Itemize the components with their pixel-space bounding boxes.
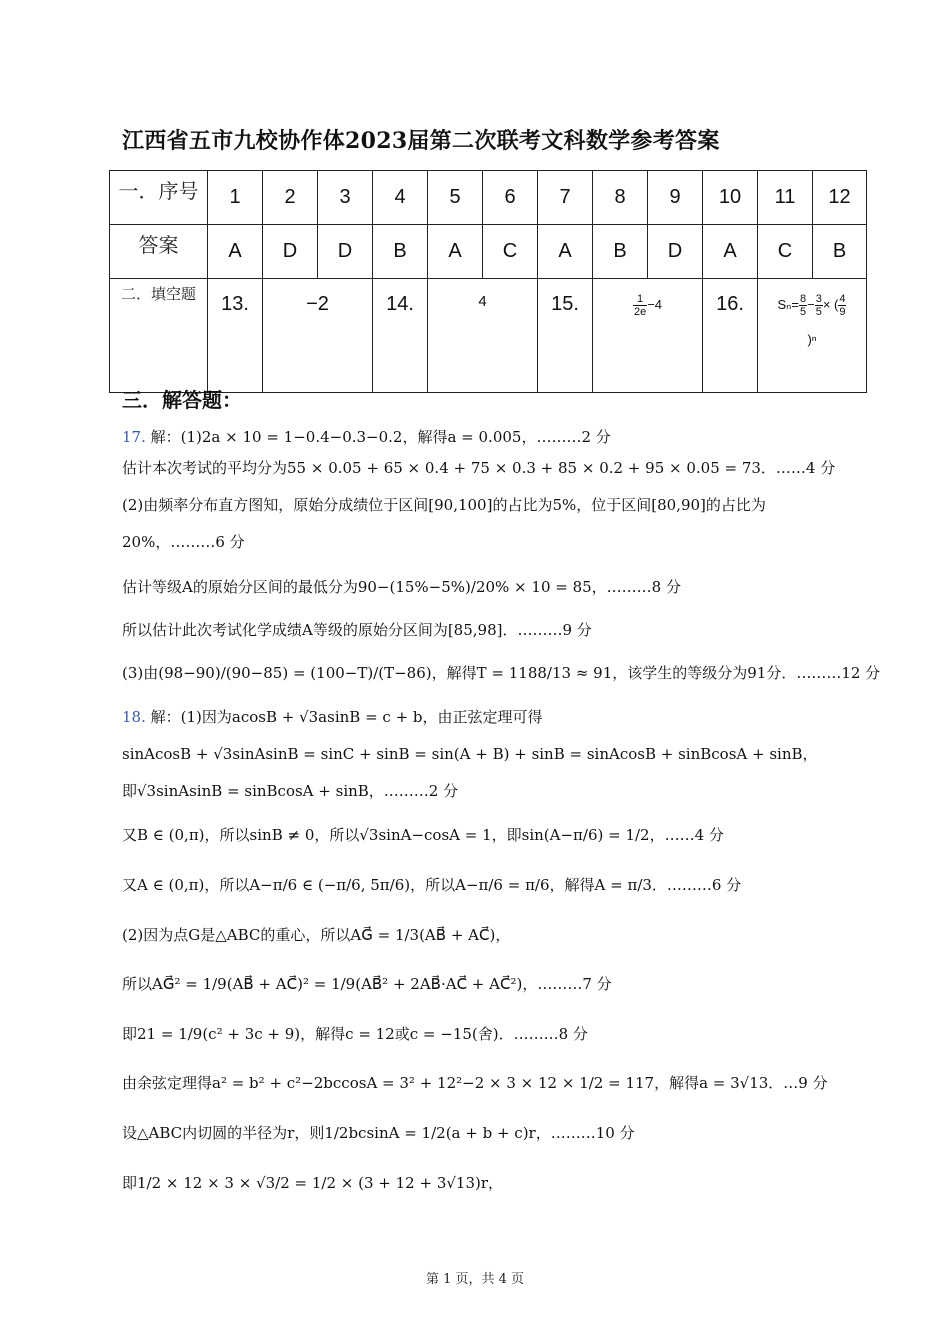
question-label: 17. — [122, 428, 146, 446]
answer-cell: B — [373, 225, 428, 279]
solution-text: 解：(1)因为acosB + √3asinB = c + b，由正弦定理可得 — [145, 708, 543, 726]
solution-line: sinAcosB + √3sinAsinB = sinC + sinB = sin(A + B) + sinB = sinAcosB + sinBcosA + sinB， — [122, 745, 818, 763]
solution-line: 所以AG⃗² = 1/9(AB⃗ + AC⃗)² = 1/9(AB⃗² + 2AB⃗·AC⃗ + AC⃗²)，………7 分 — [122, 975, 612, 993]
solution-line: 20%，………6 分 — [122, 533, 245, 551]
table-row-numbers — [110, 171, 867, 225]
answer-cell: B — [813, 225, 867, 279]
table-row-answers — [110, 225, 867, 279]
question-number: 9 — [648, 171, 703, 225]
fill-in-answer: 4 — [428, 279, 538, 393]
answer-cell: D — [263, 225, 318, 279]
solution-line — [122, 706, 543, 727]
fraction-numerator: 1 — [633, 293, 647, 306]
fill-in-answer — [758, 279, 867, 393]
sequence-exponent: )ⁿ — [807, 332, 817, 347]
question-number: 10 — [703, 171, 758, 225]
solution-line: 由余弦定理得a² = b² + c²−2bccosA = 3² + 12²−2 × 3 × 12 × 1/2 = 117，解得a = 3√13．…9 分 — [122, 1074, 828, 1092]
solution-line: (2)由频率分布直方图知，原始分成绩位于区间[90,100]的占比为5%，位于区间[80,90]的占比为 — [122, 496, 766, 514]
fraction-denominator: 5 — [815, 306, 822, 318]
fill-in-answer-tail: −4 — [647, 296, 663, 312]
answer-table — [109, 170, 867, 393]
section-title: 三．解答题： — [122, 388, 242, 412]
table-row-fill-in — [110, 279, 867, 393]
question-number: 12 — [813, 171, 867, 225]
solution-text: 解：(1)2a × 10 = 1−0.4−0.3−0.2，解得a = 0.005，………2 分 — [145, 428, 611, 446]
answer-cell: A — [428, 225, 483, 279]
page-footer: 第 1 页，共 4 页 — [425, 1272, 525, 1287]
question-number: 11 — [758, 171, 813, 225]
question-number: 2 — [263, 171, 318, 225]
solution-line: 即√3sinAsinB = sinBcosA + sinB，………2 分 — [122, 782, 459, 800]
fraction-denominator: 9 — [839, 306, 846, 318]
solution-line: 又B ∈ (0,π)，所以sinB ≠ 0，所以√3sinA−cosA = 1，即sin(A−π/6) = 1/2，……4 分 — [122, 826, 724, 844]
answer-cell: D — [318, 225, 373, 279]
answer-cell: B — [593, 225, 648, 279]
solution-line: 设△ABC内切圆的半径为r，则1/2bcsinA = 1/2(a + b + c)r，………10 分 — [122, 1124, 635, 1142]
answer-cell: A — [208, 225, 263, 279]
row-label-fill-in: 二．填空题 — [110, 279, 208, 393]
row-label-answer: 答案 — [110, 225, 208, 279]
solution-line: 估计本次考试的平均分为55 × 0.05 + 65 × 0.4 + 75 × 0.3 + 85 × 0.2 + 95 × 0.05 = 73．……4 分 — [122, 459, 836, 477]
fill-in-number: 16. — [703, 279, 758, 393]
fill-in-number: 15. — [538, 279, 593, 393]
fill-in-answer — [593, 279, 703, 393]
fraction-denominator: 2e — [633, 306, 647, 318]
fill-in-answer: −2 — [263, 279, 373, 393]
question-number: 4 — [373, 171, 428, 225]
fraction — [799, 293, 807, 318]
question-number: 5 — [428, 171, 483, 225]
fraction-numerator: 3 — [815, 293, 822, 305]
fraction — [633, 293, 647, 318]
answer-cell: A — [538, 225, 593, 279]
answer-cell: C — [483, 225, 538, 279]
fraction-denominator: 5 — [799, 306, 807, 318]
solution-line — [122, 426, 611, 447]
solution-line: (3)由(98−90)/(90−85) = (100−T)/(T−86)，解得T = 1188/13 ≈ 91，该学生的等级分为91分．………12 分 — [122, 664, 881, 682]
row-label-number: 一．序号 — [110, 171, 208, 225]
question-number: 7 — [538, 171, 593, 225]
times-sign: × ( — [822, 296, 839, 312]
fraction — [838, 293, 846, 318]
solution-line: 所以估计此次考试化学成绩A等级的原始分区间为[85,98]．………9 分 — [122, 621, 592, 639]
fraction-numerator: 8 — [799, 293, 807, 305]
answer-cell: D — [648, 225, 703, 279]
question-number: 3 — [318, 171, 373, 225]
question-number: 6 — [483, 171, 538, 225]
fraction — [815, 293, 823, 318]
solution-line: (2)因为点G是△ABC的重心，所以AG⃗ = 1/3(AB⃗ + AC⃗)， — [122, 926, 511, 944]
minus-sign: − — [807, 296, 815, 312]
question-label: 18. — [122, 708, 146, 726]
fill-in-number: 14. — [373, 279, 428, 393]
question-number: 1 — [208, 171, 263, 225]
fill-in-number: 13. — [208, 279, 263, 393]
sequence-sum-label: Sₙ= — [777, 296, 799, 312]
question-number: 8 — [593, 171, 648, 225]
solution-line: 估计等级A的原始分区间的最低分为90−(15%−5%)/20% × 10 = 85，………8 分 — [122, 578, 681, 596]
fraction-numerator: 4 — [839, 293, 846, 305]
document-title: 江西省五市九校协作体2023届第二次联考文科数学参考答案 — [122, 128, 720, 154]
solution-line: 即1/2 × 12 × 3 × √3/2 = 1/2 × (3 + 12 + 3√13)r， — [122, 1174, 504, 1192]
solution-line: 即21 = 1/9(c² + 3c + 9)，解得c = 12或c = −15(舍)．………8 分 — [122, 1025, 588, 1043]
solution-line: 又A ∈ (0,π)，所以A−π/6 ∈ (−π/6, 5π/6)，所以A−π/6 = π/6，解得A = π/3．………6 分 — [122, 876, 742, 894]
answer-cell: A — [703, 225, 758, 279]
answer-cell: C — [758, 225, 813, 279]
